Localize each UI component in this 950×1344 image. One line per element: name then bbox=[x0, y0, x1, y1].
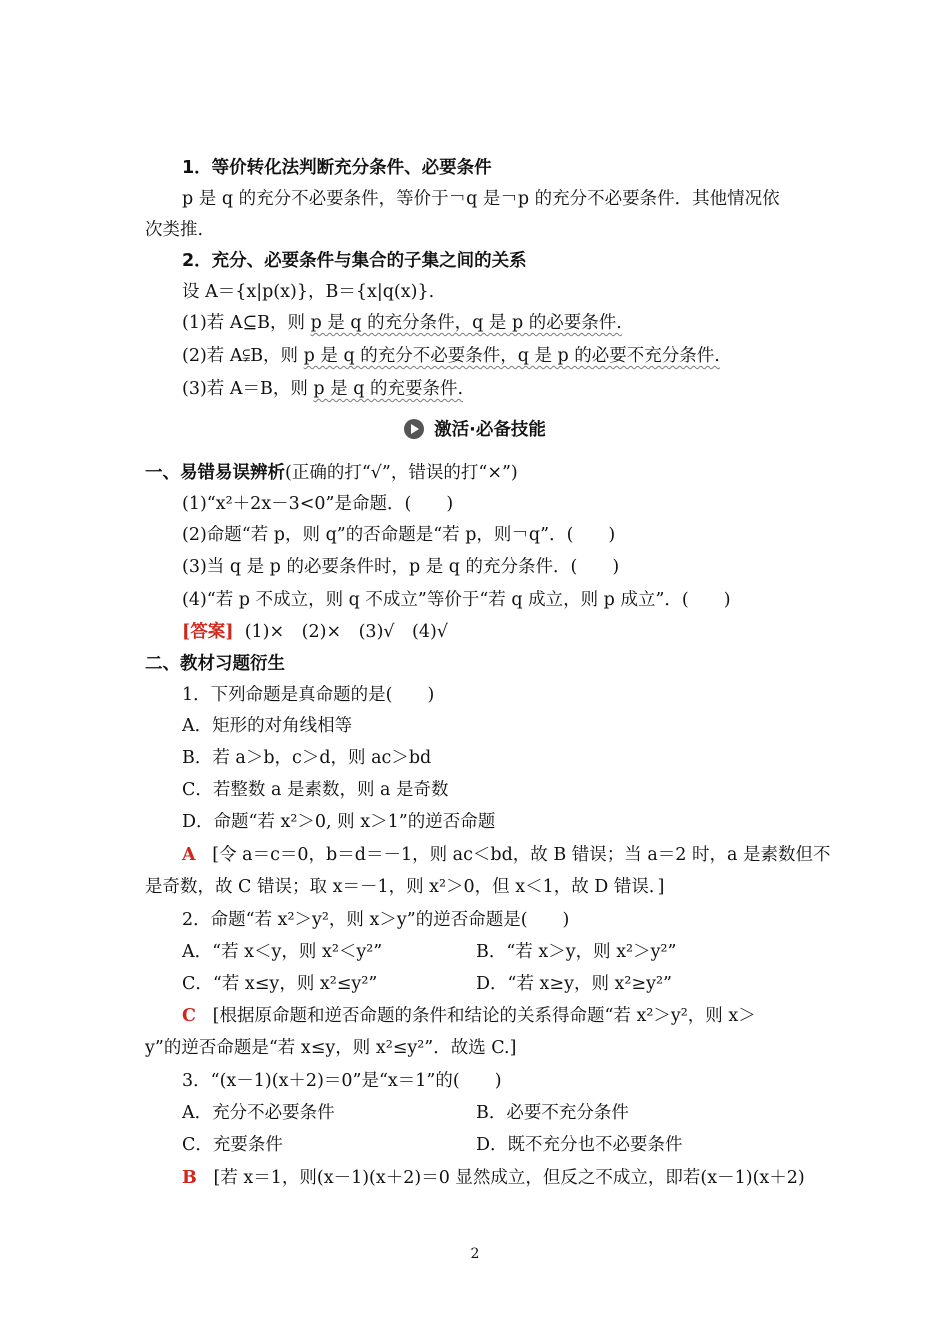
heading-sets: 2．充分、必要条件与集合的子集之间的关系 bbox=[182, 251, 527, 271]
text-span: (1)若 A⊆B，则 bbox=[182, 313, 311, 333]
option-item: B．若 a＞b，c＞d，则 ac＞bd bbox=[182, 748, 432, 768]
text-line bbox=[145, 461, 518, 485]
question-item: (3)当 q 是 p 的必要条件时，p 是 q 的充分条件．( ) bbox=[182, 557, 620, 577]
option-item: A．充分不必要条件 bbox=[182, 1103, 335, 1123]
solution-line bbox=[182, 843, 830, 867]
solution-text: [令 a＝c＝0，b＝d＝－1，则 ac＜bd，故 B 错误；当 a＝2 时，a 是素数但不 bbox=[212, 845, 831, 865]
option-item: D．既不充分也不必要条件 bbox=[476, 1135, 683, 1155]
solution-line: y”的逆否命题是“若 x≤y，则 x²≤y²”．故选 C.] bbox=[145, 1038, 517, 1058]
option-item: C．充要条件 bbox=[182, 1135, 283, 1155]
text-line bbox=[182, 311, 622, 335]
wavy-underlined-text: p 是 q 的充分不必要条件，q 是 p 的必要不充分条件. bbox=[303, 346, 720, 366]
option-item: C．“若 x≤y，则 x²≤y²” bbox=[182, 974, 378, 994]
solution-text: [若 x＝1，则(x－1)(x＋2)＝0 显然成立，但反之不成立，即若(x－1)(x＋2) bbox=[213, 1168, 805, 1188]
question-stem: 1．下列命题是真命题的是( ) bbox=[182, 685, 435, 705]
option-item: A．矩形的对角线相等 bbox=[182, 716, 353, 736]
text-span: (正确的打“√”，错误的打“×”) bbox=[285, 463, 518, 483]
answer-text: (1)× (2)× (3)√ (4)√ bbox=[244, 622, 448, 642]
text-line bbox=[182, 377, 463, 401]
text-span: (2)若 A⫋B，则 bbox=[182, 346, 304, 366]
question-stem: 2．命题“若 x²＞y²，则 x＞y”的逆否命题是( ) bbox=[182, 910, 570, 930]
section-title: 激活·必备技能 bbox=[434, 420, 546, 440]
answer-letter: C bbox=[182, 1006, 196, 1026]
page-number: 2 bbox=[470, 1246, 480, 1262]
text-line bbox=[182, 344, 720, 368]
section-heading bbox=[0, 418, 950, 442]
question-stem: 3．“(x－1)(x＋2)＝0”是“x＝1”的( ) bbox=[182, 1071, 502, 1091]
text-line: p 是 q 的充分不必要条件，等价于￢q 是￢p 的充分不必要条件．其他情况依 bbox=[182, 189, 780, 209]
answer-label: [答案] bbox=[182, 622, 234, 642]
option-item: B．必要不充分条件 bbox=[476, 1103, 629, 1123]
option-item: A．“若 x＜y，则 x²＜y²” bbox=[182, 942, 383, 962]
text-line: 次类推. bbox=[145, 220, 204, 240]
answer-letter: B bbox=[182, 1168, 197, 1188]
question-item: (1)“x²＋2x－3<0”是命题．( ) bbox=[182, 494, 454, 514]
option-item: B．“若 x＞y，则 x²＞y²” bbox=[476, 942, 677, 962]
question-item: (2)命题“若 p，则 q”的否命题是“若 p，则￢q”．( ) bbox=[182, 525, 616, 545]
play-circle-icon bbox=[404, 419, 424, 439]
solution-text: [根据原命题和逆否命题的条件和结论的关系得命题“若 x²＞y²，则 x＞ bbox=[212, 1006, 756, 1026]
solution-line bbox=[182, 1166, 805, 1190]
answer-letter: A bbox=[182, 845, 196, 865]
answer-line bbox=[182, 620, 448, 644]
text-line: 设 A＝{x|p(x)}，B＝{x|q(x)}. bbox=[182, 282, 435, 302]
solution-line bbox=[182, 1004, 756, 1028]
option-item: D．“若 x≥y，则 x²≥y²” bbox=[476, 974, 672, 994]
wavy-underlined-text: p 是 q 的充分条件，q 是 p 的必要条件. bbox=[310, 313, 622, 333]
solution-line: 是奇数，故 C 错误；取 x＝－1，则 x²＞0，但 x＜1，故 D 错误．] bbox=[145, 877, 665, 897]
subsection-title: 二、教材习题衍生 bbox=[145, 654, 285, 674]
text-span: (3)若 A＝B，则 bbox=[182, 379, 314, 399]
subsection-title: 一、易错易误辨析 bbox=[145, 463, 285, 483]
option-item: C．若整数 a 是素数，则 a 是奇数 bbox=[182, 780, 449, 800]
wavy-underlined-text: p 是 q 的充要条件. bbox=[313, 379, 464, 399]
question-item: (4)“若 p 不成立，则 q 不成立”等价于“若 q 成立，则 p 成立”．( ) bbox=[182, 590, 731, 610]
option-item: D．命题“若 x²＞0, 则 x＞1”的逆否命题 bbox=[182, 812, 496, 832]
heading-equivalence: 1．等价转化法判断充分条件、必要条件 bbox=[182, 158, 492, 178]
